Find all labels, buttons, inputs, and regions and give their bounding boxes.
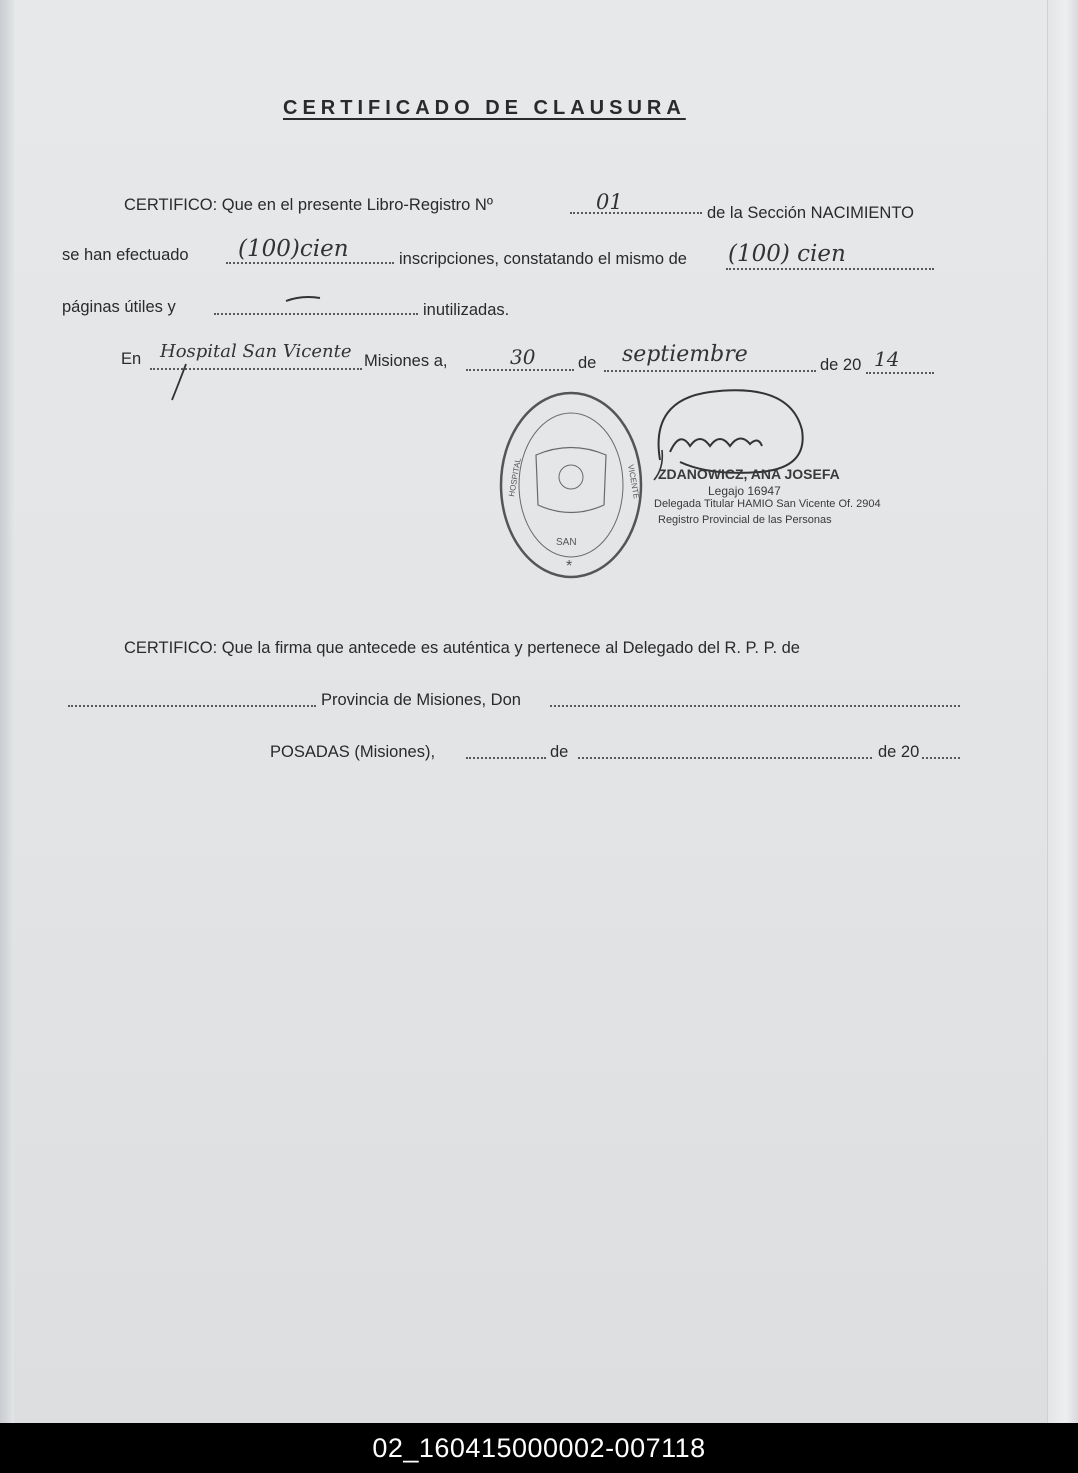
cantidad-handwritten: (100)cien bbox=[238, 236, 349, 262]
paginas-utiles-label: páginas útiles y bbox=[62, 298, 176, 316]
posadas-de-label: de bbox=[550, 743, 569, 761]
posadas-de20-label: de 20 bbox=[878, 743, 920, 761]
misiones-label: Misiones a, bbox=[364, 352, 448, 370]
de20-label: de 20 bbox=[820, 356, 862, 374]
inutilizadas-dotted-line bbox=[214, 313, 418, 315]
svg-text:HOSPITAL: HOSPITAL bbox=[507, 457, 523, 498]
page-edge-right bbox=[1047, 0, 1078, 1423]
certifico-firma: CERTIFICO: Que la firma que antecede es auténtica y pertenece al Delegado del R. P. P. de bbox=[124, 639, 800, 657]
anio-handwritten: 14 bbox=[874, 347, 900, 371]
don-dotted-line bbox=[550, 705, 960, 707]
lugar-handwritten: Hospital San Vicente bbox=[160, 341, 352, 362]
mes-handwritten: septiembre bbox=[622, 342, 748, 367]
page-edge-left bbox=[0, 0, 14, 1423]
delegado-dotted-line bbox=[68, 705, 316, 707]
inutilizadas-label: inutilizadas. bbox=[423, 301, 510, 319]
svg-text:*: * bbox=[566, 558, 573, 575]
dia-handwritten: 30 bbox=[510, 345, 536, 369]
seccion-label: de la Sección NACIMIENTO bbox=[707, 204, 914, 222]
signer-cargo: Delegada Titular HAMIO San Vicente Of. 2904 bbox=[654, 498, 881, 510]
paginas-dotted-line bbox=[726, 268, 934, 270]
registro-handwritten: 01 bbox=[596, 190, 623, 214]
lugar-underline-stroke bbox=[168, 360, 198, 404]
en-label: En bbox=[121, 350, 142, 368]
posadas-anio-dotted-line bbox=[922, 757, 960, 759]
mes-dotted-line bbox=[604, 370, 816, 372]
official-seal-stamp bbox=[496, 385, 646, 585]
posadas-dia-dotted-line bbox=[466, 757, 546, 759]
scan-id-footer: 02_160415000002-007118 bbox=[0, 1423, 1078, 1473]
provincia-label: Provincia de Misiones, Don bbox=[321, 691, 521, 709]
signer-name: ZDANOWICZ, ANA JOSEFA bbox=[658, 466, 840, 482]
signer-registro: Registro Provincial de las Personas bbox=[658, 514, 832, 526]
registro-dotted-line bbox=[570, 212, 702, 214]
certifico-intro: CERTIFICO: Que en el presente Libro-Registro Nº bbox=[124, 196, 493, 214]
anio-dotted-line bbox=[866, 372, 934, 374]
de-label: de bbox=[578, 354, 597, 372]
dia-dotted-line bbox=[466, 369, 574, 371]
dash-stroke bbox=[284, 294, 324, 304]
document-title: CERTIFICADO DE CLAUSURA bbox=[283, 97, 686, 119]
paginas-handwritten: (100) cien bbox=[728, 241, 846, 267]
svg-text:SAN: SAN bbox=[556, 537, 577, 548]
posadas-label: POSADAS (Misiones), bbox=[270, 743, 436, 761]
cantidad-dotted-line bbox=[226, 262, 394, 264]
efectuado-label: se han efectuado bbox=[62, 246, 189, 264]
svg-text:VICENTE: VICENTE bbox=[626, 463, 641, 500]
posadas-mes-dotted-line bbox=[578, 757, 872, 759]
signer-legajo: Legajo 16947 bbox=[708, 484, 781, 498]
inscripciones-label: inscripciones, constatando el mismo de bbox=[399, 250, 687, 268]
